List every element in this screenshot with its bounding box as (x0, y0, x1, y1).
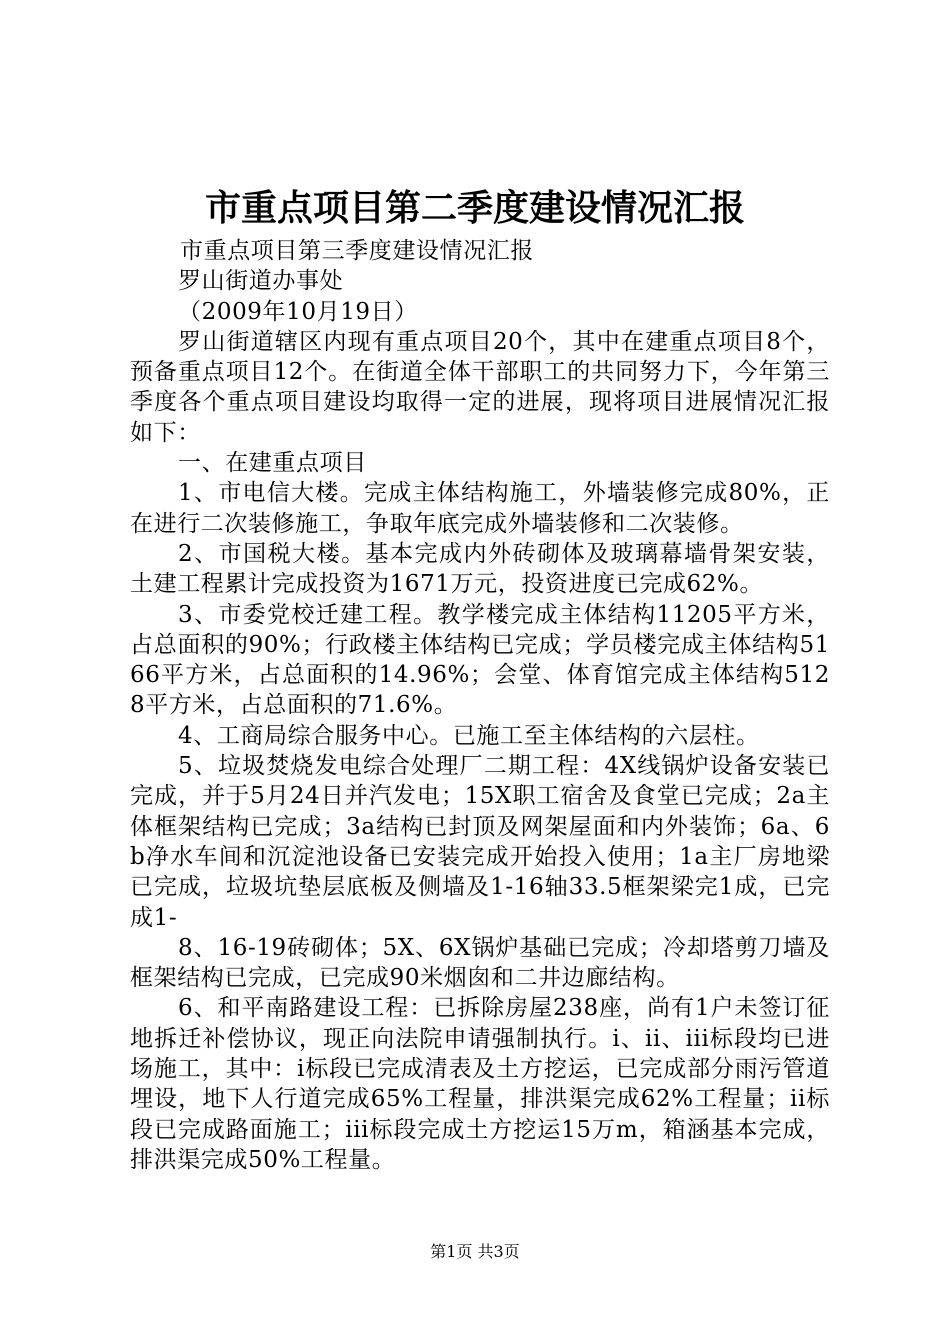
paragraph-item-4: 4、工商局综合服务中心。已施工至主体结构的六层柱。 (178, 722, 760, 749)
paragraph-date: （2009年10月19日） (178, 298, 418, 325)
paragraph-intro: 罗山街道辖区内现有重点项目20个，其中在建重点项目8个，预备重点项目12个。在街道全体干部职工的共同努力下，今年第三季度各个重点项目建设均取得一定的进展，现将项目进展情况汇报如下： (130, 328, 830, 446)
paragraph-item-1: 1、市电信大楼。完成主体结构施工，外墙装修完成80%，正在进行二次装修施工，争取年底完成外墙装修和二次装修。 (130, 480, 830, 537)
paragraph-item-3: 3、市委党校迁建工程。教学楼完成主体结构11205平方米，占总面积的90%；行政楼主体结构已完成；学员楼完成主体结构5166平方米，占总面积的14.96%；会堂、体育馆完成主体结构5128平方米，占总面积的71.6%。 (130, 601, 830, 719)
paragraph-item-2: 2、市国税大楼。基本完成内外砖砌体及玻璃幕墙骨架安装，土建工程累计完成投资为1671万元，投资进度已完成62%。 (130, 540, 830, 598)
paragraph-item-6: 6、和平南路建设工程：已拆除房屋238座，尚有1户未签订征地拆迁补偿协议，现正向法院申请强制执行。i、ii、iii标段均已进场施工，其中：i标段已完成清表及土方挖运，已完成部分雨污管道埋设，地下人行道完成65%工程量，排洪渠完成62%工程量；ii标段已完成路面施工；iii标段完成土方挖运15万m，箱涵基本完成，排洪渠完成50%工程量。 (130, 995, 830, 1173)
paragraph-subtitle: 市重点项目第三季度建设情况汇报 (180, 238, 534, 264)
document-body (130, 236, 830, 1175)
section-heading: 一、在建重点项目 (178, 450, 367, 477)
page-number-footer: 第1页 共3页 (430, 1242, 520, 1261)
document-title: 市重点项目第二季度建设情况汇报 (204, 187, 745, 229)
paragraph-office: 罗山街道办事处 (178, 268, 344, 295)
paragraph-item-5: 5、垃圾焚烧发电综合处理厂二期工程：4X线锅炉设备安装已完成，并于5月24日并汽发电；15X职工宿舍及食堂已完成；2a主体框架结构已完成；3a结构已封顶及网架屋面和内外装饰；6a、6b净水车间和沉淀池设备已安装完成开始投入使用；1a主厂房地梁已完成，垃圾坑垫层底板及侧墙及1-16轴33.5框架梁完1成，已完成1- (130, 753, 830, 931)
paragraph-item-5-continued: 8、16-19砖砌体；5X、6X锅炉基础已完成；冷却塔剪刀墙及框架结构已完成，已完成90米烟囱和二井边廊结构。 (130, 934, 830, 992)
